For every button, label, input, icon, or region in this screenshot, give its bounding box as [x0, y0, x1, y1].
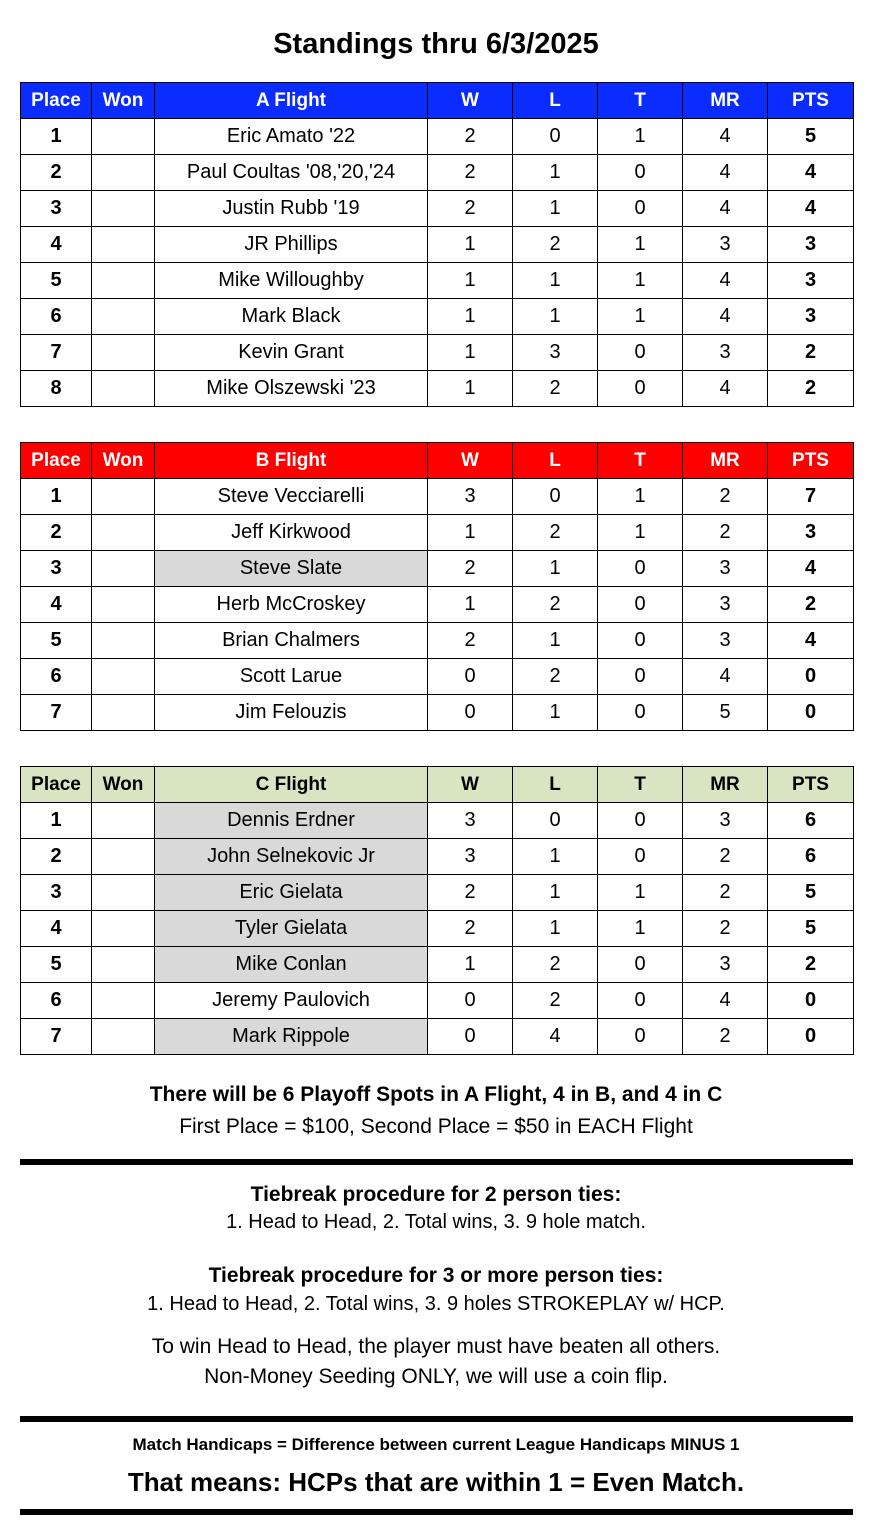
pts-cell: 0	[768, 1019, 854, 1055]
t-cell: 0	[598, 695, 683, 731]
place-cell: 5	[21, 623, 92, 659]
l-cell: 1	[513, 875, 598, 911]
l-cell: 4	[513, 1019, 598, 1055]
pts-cell: 3	[768, 263, 854, 299]
mr-cell: 2	[683, 479, 768, 515]
won-cell	[92, 983, 155, 1019]
place-cell: 1	[21, 479, 92, 515]
pts-cell: 4	[768, 155, 854, 191]
player-cell: Paul Coultas '08,'20,'24	[155, 155, 428, 191]
table-row	[21, 191, 854, 227]
place-cell: 5	[21, 263, 92, 299]
place-cell: 6	[21, 659, 92, 695]
l-cell: 2	[513, 515, 598, 551]
won-cell	[92, 155, 155, 191]
l-cell: 0	[513, 479, 598, 515]
w-cell: 1	[428, 371, 513, 407]
pts-cell: 5	[768, 119, 854, 155]
player-cell: Brian Chalmers	[155, 623, 428, 659]
table-row	[21, 479, 854, 515]
t-cell: 1	[598, 227, 683, 263]
a-flight-table	[20, 82, 854, 407]
player-cell: Mark Rippole	[155, 1019, 428, 1055]
header-t: T	[598, 767, 683, 803]
pts-cell: 6	[768, 803, 854, 839]
pts-cell: 2	[768, 587, 854, 623]
table-row	[21, 263, 854, 299]
mr-cell: 5	[683, 695, 768, 731]
mr-cell: 4	[683, 371, 768, 407]
w-cell: 2	[428, 623, 513, 659]
l-cell: 1	[513, 155, 598, 191]
place-cell: 2	[21, 515, 92, 551]
pts-cell: 5	[768, 911, 854, 947]
header-player: B Flight	[155, 443, 428, 479]
won-cell	[92, 1019, 155, 1055]
w-cell: 2	[428, 551, 513, 587]
place-cell: 1	[21, 803, 92, 839]
place-cell: 4	[21, 227, 92, 263]
t-cell: 0	[598, 803, 683, 839]
w-cell: 0	[428, 1019, 513, 1055]
l-cell: 1	[513, 695, 598, 731]
won-cell	[92, 695, 155, 731]
place-cell: 6	[21, 299, 92, 335]
place-cell: 2	[21, 839, 92, 875]
w-cell: 0	[428, 983, 513, 1019]
pts-cell: 0	[768, 659, 854, 695]
l-cell: 0	[513, 803, 598, 839]
place-cell: 8	[21, 371, 92, 407]
header-t: T	[598, 443, 683, 479]
won-cell	[92, 515, 155, 551]
table-row	[21, 335, 854, 371]
l-cell: 1	[513, 839, 598, 875]
player-cell: Scott Larue	[155, 659, 428, 695]
tiebreak-2-text: 1. Head to Head, 2. Total wins, 3. 9 hole match.	[226, 1211, 646, 1233]
w-cell: 2	[428, 875, 513, 911]
page-title: Standings thru 6/3/2025	[273, 28, 599, 60]
header-place: Place	[21, 83, 92, 119]
header-mr: MR	[683, 443, 768, 479]
t-cell: 0	[598, 947, 683, 983]
header-place: Place	[21, 443, 92, 479]
w-cell: 2	[428, 119, 513, 155]
place-cell: 7	[21, 695, 92, 731]
header-player: C Flight	[155, 767, 428, 803]
l-cell: 0	[513, 119, 598, 155]
table-row	[21, 119, 854, 155]
w-cell: 3	[428, 839, 513, 875]
player-cell: Steve Vecciarelli	[155, 479, 428, 515]
mr-cell: 3	[683, 551, 768, 587]
player-cell: Jim Felouzis	[155, 695, 428, 731]
pts-cell: 3	[768, 299, 854, 335]
mr-cell: 2	[683, 839, 768, 875]
pts-cell: 0	[768, 983, 854, 1019]
player-cell: Eric Amato '22	[155, 119, 428, 155]
w-cell: 1	[428, 263, 513, 299]
player-cell: Mike Willoughby	[155, 263, 428, 299]
mr-cell: 4	[683, 659, 768, 695]
t-cell: 0	[598, 551, 683, 587]
table-row	[21, 803, 854, 839]
l-cell: 3	[513, 335, 598, 371]
w-cell: 3	[428, 479, 513, 515]
won-cell	[92, 947, 155, 983]
pts-cell: 2	[768, 371, 854, 407]
mr-cell: 4	[683, 191, 768, 227]
won-cell	[92, 839, 155, 875]
l-cell: 2	[513, 983, 598, 1019]
l-cell: 1	[513, 623, 598, 659]
header-won: Won	[92, 767, 155, 803]
mr-cell: 2	[683, 875, 768, 911]
l-cell: 1	[513, 551, 598, 587]
tiebreak-2-title: Tiebreak procedure for 2 person ties:	[250, 1183, 622, 1206]
place-cell: 4	[21, 587, 92, 623]
t-cell: 1	[598, 479, 683, 515]
divider-1	[20, 1159, 853, 1165]
mr-cell: 4	[683, 119, 768, 155]
table-row	[21, 227, 854, 263]
t-cell: 0	[598, 839, 683, 875]
w-cell: 2	[428, 911, 513, 947]
place-cell: 3	[21, 551, 92, 587]
pts-cell: 7	[768, 479, 854, 515]
w-cell: 1	[428, 227, 513, 263]
player-cell: Justin Rubb '19	[155, 191, 428, 227]
place-cell: 7	[21, 1019, 92, 1055]
w-cell: 3	[428, 803, 513, 839]
place-cell: 3	[21, 875, 92, 911]
mr-cell: 4	[683, 263, 768, 299]
l-cell: 2	[513, 659, 598, 695]
table-row	[21, 623, 854, 659]
won-cell	[92, 911, 155, 947]
player-cell: Tyler Gielata	[155, 911, 428, 947]
w-cell: 1	[428, 335, 513, 371]
pts-cell: 0	[768, 695, 854, 731]
header-won: Won	[92, 83, 155, 119]
header-mr: MR	[683, 767, 768, 803]
header-pts: PTS	[768, 83, 854, 119]
t-cell: 0	[598, 623, 683, 659]
header-l: L	[513, 83, 598, 119]
table-row	[21, 299, 854, 335]
t-cell: 1	[598, 875, 683, 911]
t-cell: 0	[598, 983, 683, 1019]
t-cell: 0	[598, 371, 683, 407]
header-l: L	[513, 443, 598, 479]
won-cell	[92, 587, 155, 623]
table-row	[21, 515, 854, 551]
mr-cell: 3	[683, 335, 768, 371]
l-cell: 2	[513, 371, 598, 407]
header-pts: PTS	[768, 767, 854, 803]
place-cell: 4	[21, 911, 92, 947]
tiebreak-3-title: Tiebreak procedure for 3 or more person ties:	[208, 1264, 664, 1287]
header-row	[21, 83, 854, 119]
table-row	[21, 1019, 854, 1055]
header-w: W	[428, 767, 513, 803]
pts-cell: 2	[768, 947, 854, 983]
playoff-note: There will be 6 Playoff Spots in A Flight, 4 in B, and 4 in C	[149, 1083, 723, 1106]
mr-cell: 2	[683, 515, 768, 551]
header-pts: PTS	[768, 443, 854, 479]
header-mr: MR	[683, 83, 768, 119]
pts-cell: 4	[768, 191, 854, 227]
seeding-note: Non-Money Seeding ONLY, we will use a coin flip.	[204, 1365, 668, 1388]
t-cell: 0	[598, 587, 683, 623]
pts-cell: 3	[768, 227, 854, 263]
w-cell: 1	[428, 587, 513, 623]
won-cell	[92, 875, 155, 911]
w-cell: 0	[428, 659, 513, 695]
handicap-note: Match Handicaps = Difference between current League Handicaps MINUS 1	[132, 1435, 740, 1454]
place-cell: 1	[21, 119, 92, 155]
l-cell: 2	[513, 227, 598, 263]
table-row	[21, 875, 854, 911]
mr-cell: 2	[683, 911, 768, 947]
l-cell: 1	[513, 911, 598, 947]
player-cell: John Selnekovic Jr	[155, 839, 428, 875]
place-cell: 6	[21, 983, 92, 1019]
won-cell	[92, 119, 155, 155]
player-cell: Kevin Grant	[155, 335, 428, 371]
player-cell: Jeff Kirkwood	[155, 515, 428, 551]
won-cell	[92, 479, 155, 515]
pts-cell: 6	[768, 839, 854, 875]
header-w: W	[428, 443, 513, 479]
player-cell: JR Phillips	[155, 227, 428, 263]
header-row	[21, 767, 854, 803]
even-match-note: That means: HCPs that are within 1 = Even Match.	[127, 1467, 745, 1497]
player-cell: Eric Gielata	[155, 875, 428, 911]
t-cell: 1	[598, 263, 683, 299]
pts-cell: 2	[768, 335, 854, 371]
header-t: T	[598, 83, 683, 119]
player-cell: Mike Olszewski '23	[155, 371, 428, 407]
pts-cell: 4	[768, 623, 854, 659]
table-row	[21, 947, 854, 983]
t-cell: 0	[598, 659, 683, 695]
t-cell: 1	[598, 119, 683, 155]
header-won: Won	[92, 443, 155, 479]
prize-note: First Place = $100, Second Place = $50 in EACH Flight	[179, 1115, 693, 1138]
head-to-head-note: To win Head to Head, the player must have beaten all others.	[151, 1335, 721, 1358]
header-row	[21, 443, 854, 479]
won-cell	[92, 371, 155, 407]
l-cell: 1	[513, 191, 598, 227]
header-player: A Flight	[155, 83, 428, 119]
player-cell: Steve Slate	[155, 551, 428, 587]
l-cell: 1	[513, 263, 598, 299]
mr-cell: 4	[683, 155, 768, 191]
won-cell	[92, 659, 155, 695]
pts-cell: 3	[768, 515, 854, 551]
mr-cell: 3	[683, 803, 768, 839]
t-cell: 0	[598, 155, 683, 191]
table-row	[21, 911, 854, 947]
table-row	[21, 155, 854, 191]
w-cell: 0	[428, 695, 513, 731]
c-flight-table	[20, 766, 854, 1055]
t-cell: 0	[598, 191, 683, 227]
t-cell: 1	[598, 515, 683, 551]
player-cell: Jeremy Paulovich	[155, 983, 428, 1019]
header-w: W	[428, 83, 513, 119]
won-cell	[92, 551, 155, 587]
b-flight-table	[20, 442, 854, 731]
l-cell: 1	[513, 299, 598, 335]
won-cell	[92, 191, 155, 227]
table-row	[21, 659, 854, 695]
place-cell: 7	[21, 335, 92, 371]
header-place: Place	[21, 767, 92, 803]
mr-cell: 4	[683, 983, 768, 1019]
table-row	[21, 371, 854, 407]
table-row	[21, 551, 854, 587]
player-cell: Dennis Erdner	[155, 803, 428, 839]
w-cell: 1	[428, 299, 513, 335]
place-cell: 5	[21, 947, 92, 983]
w-cell: 2	[428, 155, 513, 191]
place-cell: 3	[21, 191, 92, 227]
mr-cell: 3	[683, 227, 768, 263]
t-cell: 0	[598, 1019, 683, 1055]
mr-cell: 3	[683, 947, 768, 983]
won-cell	[92, 227, 155, 263]
place-cell: 2	[21, 155, 92, 191]
won-cell	[92, 623, 155, 659]
w-cell: 1	[428, 947, 513, 983]
won-cell	[92, 335, 155, 371]
mr-cell: 3	[683, 623, 768, 659]
player-cell: Herb McCroskey	[155, 587, 428, 623]
player-cell: Mark Black	[155, 299, 428, 335]
t-cell: 0	[598, 335, 683, 371]
mr-cell: 2	[683, 1019, 768, 1055]
mr-cell: 3	[683, 587, 768, 623]
w-cell: 2	[428, 191, 513, 227]
table-row	[21, 839, 854, 875]
l-cell: 2	[513, 587, 598, 623]
pts-cell: 4	[768, 551, 854, 587]
won-cell	[92, 299, 155, 335]
player-cell: Mike Conlan	[155, 947, 428, 983]
t-cell: 1	[598, 911, 683, 947]
t-cell: 1	[598, 299, 683, 335]
l-cell: 2	[513, 947, 598, 983]
header-l: L	[513, 767, 598, 803]
mr-cell: 4	[683, 299, 768, 335]
table-row	[21, 983, 854, 1019]
pts-cell: 5	[768, 875, 854, 911]
divider-3	[20, 1509, 853, 1515]
table-row	[21, 695, 854, 731]
table-row	[21, 587, 854, 623]
won-cell	[92, 263, 155, 299]
divider-2	[20, 1416, 853, 1422]
w-cell: 1	[428, 515, 513, 551]
tiebreak-3-text: 1. Head to Head, 2. Total wins, 3. 9 holes STROKEPLAY w/ HCP.	[147, 1293, 725, 1315]
won-cell	[92, 803, 155, 839]
